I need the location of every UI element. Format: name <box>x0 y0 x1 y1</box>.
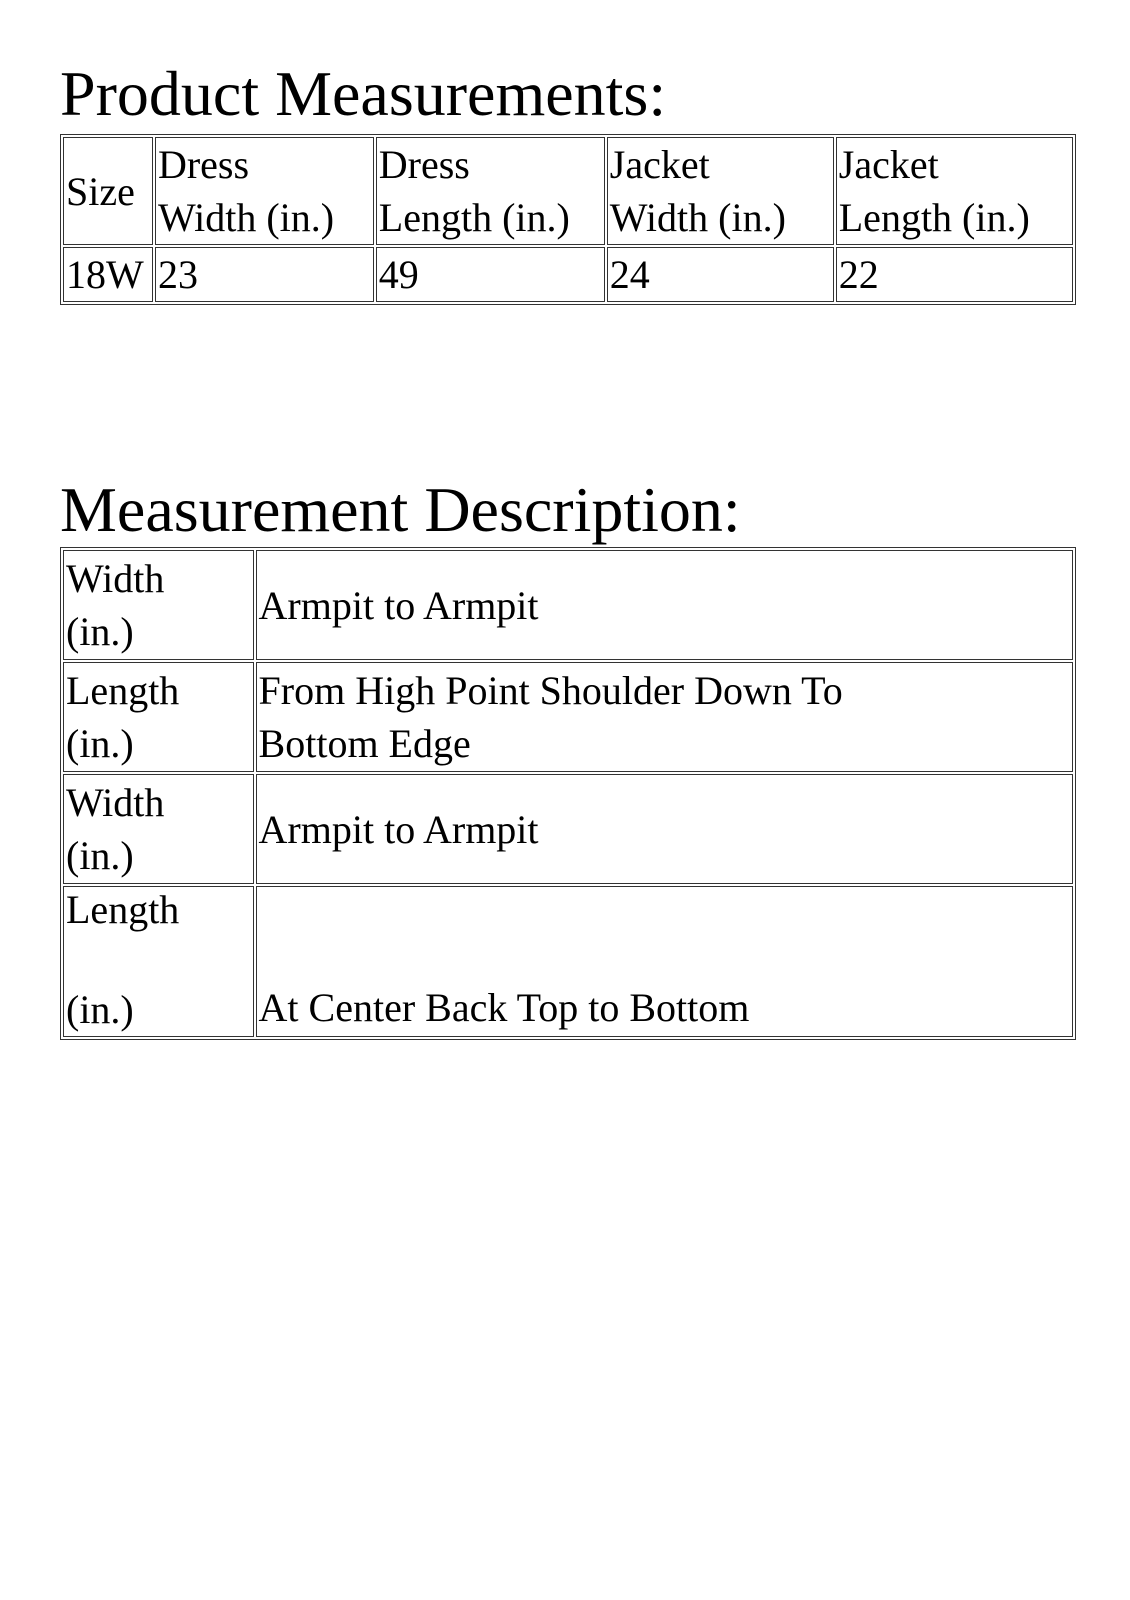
header-jacket-length-line1: Jacket <box>838 142 939 187</box>
row-label <box>63 662 254 772</box>
row-label <box>63 886 254 1037</box>
table-row <box>63 247 1073 302</box>
row-description <box>256 662 1073 772</box>
cell-dress-length: 49 <box>376 247 605 302</box>
row-label-line2: (in.) <box>66 721 134 766</box>
product-measurements-title: Product Measurements: <box>60 58 667 129</box>
header-jacket-width-line1: Jacket <box>609 142 710 187</box>
header-dress-width-line2: Width (in.) <box>157 195 335 240</box>
measurement-description-table <box>60 547 1076 1040</box>
cell-dress-width: 23 <box>155 247 374 302</box>
table-header-row <box>63 137 1073 245</box>
table-row <box>63 550 1073 660</box>
row-label-line1: Length <box>66 887 180 932</box>
row-label-line1: Length <box>66 668 180 713</box>
row-description-line2: Bottom Edge <box>258 721 471 766</box>
header-jacket-width <box>607 137 834 245</box>
row-label-line2: (in.) <box>66 987 134 1032</box>
row-label-line1: Width <box>66 780 165 825</box>
row-label <box>63 550 254 660</box>
table-row <box>63 886 1073 1037</box>
row-description: Armpit to Armpit <box>256 774 1073 884</box>
row-description-text: At Center Back Top to Bottom <box>258 985 750 1030</box>
header-dress-width-line1: Dress <box>157 142 250 187</box>
row-description: Armpit to Armpit <box>256 550 1073 660</box>
header-dress-length-line1: Dress <box>378 142 470 187</box>
header-jacket-length-line2: Length (in.) <box>838 195 1030 240</box>
header-dress-width <box>155 137 374 245</box>
row-description <box>256 886 1073 1037</box>
product-measurements-table <box>60 134 1076 305</box>
row-label <box>63 774 254 884</box>
row-label-line2: (in.) <box>66 833 134 878</box>
header-size: Size <box>63 137 153 245</box>
header-jacket-width-line2: Width (in.) <box>609 195 786 240</box>
measurement-description-title: Measurement Description: <box>60 474 741 545</box>
header-dress-length-line2: Length (in.) <box>378 195 570 240</box>
cell-jacket-length: 22 <box>836 247 1073 302</box>
cell-jacket-width: 24 <box>607 247 834 302</box>
table-row <box>63 662 1073 772</box>
header-jacket-length <box>836 137 1073 245</box>
row-label-line1: Width <box>66 556 165 601</box>
cell-size: 18W <box>63 247 153 302</box>
table-row <box>63 774 1073 884</box>
row-label-line2: (in.) <box>66 609 134 654</box>
row-description-line1: From High Point Shoulder Down To <box>258 668 843 713</box>
header-dress-length <box>376 137 605 245</box>
